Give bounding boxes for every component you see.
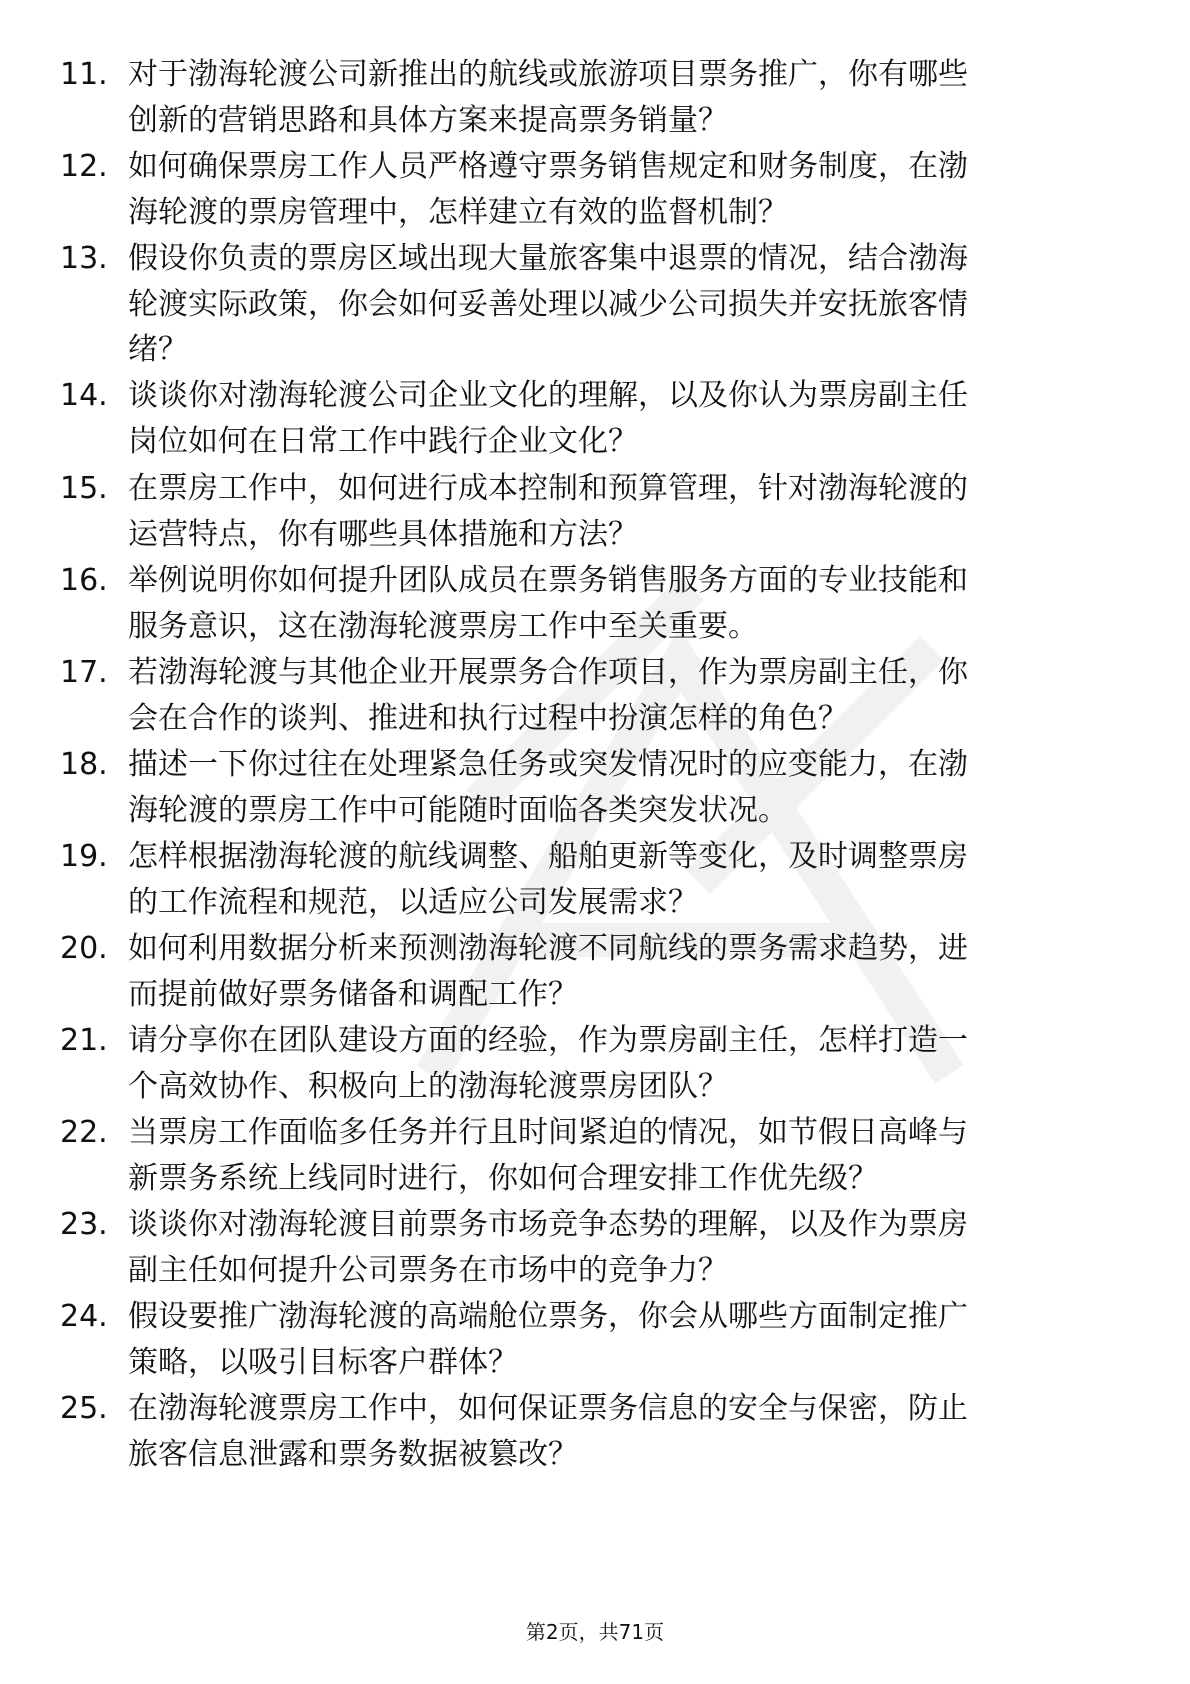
question-text-line: 如何利用数据分析来预测渤海轮渡不同航线的票务需求趋势，进 [128,931,968,966]
question-number: 24. [60,1299,108,1334]
page-footer: 第2页，共71页 [525,1620,665,1644]
question-number: 14. [60,378,108,413]
question-text-line: 请分享你在团队建设方面的经验，作为票房副主任，怎样打造一 [128,1023,968,1058]
question-number: 19. [60,839,108,874]
question-text-line: 怎样根据渤海轮渡的航线调整、船舶更新等变化，及时调整票房 [128,839,968,874]
question-text-line: 个高效协作、积极向上的渤海轮渡票房团队？ [128,1068,728,1104]
question-number: 16. [60,563,108,598]
question-text-line: 若渤海轮渡与其他企业开展票务合作项目，作为票房副主任，你 [128,655,968,690]
question-text-line: 运营特点，你有哪些具体措施和方法？ [128,516,638,552]
question-text-line: 副主任如何提升公司票务在市场中的竞争力？ [128,1252,728,1288]
question-text-line: 当票房工作面临多任务并行且时间紧迫的情况，如节假日高峰与 [128,1115,968,1150]
question-text-line: 海轮渡的票房管理中，怎样建立有效的监督机制？ [128,194,788,230]
question-number: 23. [60,1207,108,1242]
question-text-line: 而提前做好票务储备和调配工作？ [128,976,578,1012]
question-text-line: 谈谈你对渤海轮渡目前票务市场竞争态势的理解，以及作为票房 [128,1207,968,1242]
question-text-line: 假设你负责的票房区域出现大量旅客集中退票的情况，结合渤海 [128,241,968,276]
question-number: 17. [60,655,108,690]
question-text-line: 会在合作的谈判、推进和执行过程中扮演怎样的角色？ [128,700,848,736]
question-number: 20. [60,931,108,966]
question-text-line: 创新的营销思路和具体方案来提高票务销量？ [128,102,728,138]
question-text-line: 谈谈你对渤海轮渡公司企业文化的理解，以及你认为票房副主任 [128,378,968,413]
question-text-line: 策略，以吸引目标客户群体？ [128,1344,518,1380]
question-number: 21. [60,1023,108,1058]
question-number: 25. [60,1391,108,1426]
question-text-line: 如何确保票房工作人员严格遵守票务销售规定和财务制度，在渤 [128,149,968,184]
question-text-line: 在票房工作中，如何进行成本控制和预算管理，针对渤海轮渡的 [128,471,968,506]
question-text-line: 海轮渡的票房工作中可能随时面临各类突发状况。 [128,792,788,828]
question-number: 15. [60,471,108,506]
question-text-line: 旅客信息泄露和票务数据被篡改？ [128,1436,578,1472]
question-text-line: 新票务系统上线同时进行，你如何合理安排工作优先级？ [128,1160,878,1196]
question-number: 11. [60,57,108,92]
question-number: 12. [60,149,108,184]
question-text-line: 服务意识，这在渤海轮渡票房工作中至关重要。 [128,608,758,644]
question-text-line: 描述一下你过往在处理紧急任务或突发情况时的应变能力，在渤 [128,747,968,782]
question-number: 22. [60,1115,108,1150]
question-text-line: 举例说明你如何提升团队成员在票务销售服务方面的专业技能和 [128,563,968,598]
question-text-line: 岗位如何在日常工作中践行企业文化？ [128,423,638,459]
question-text-line: 轮渡实际政策，你会如何妥善处理以减少公司损失并安抚旅客情 [128,286,968,322]
question-text-line: 绪？ [128,332,188,367]
question-text-line: 的工作流程和规范，以适应公司发展需求？ [128,884,698,920]
question-number: 18. [60,747,108,782]
question-text-line: 对于渤海轮渡公司新推出的航线或旅游项目票务推广，你有哪些 [128,57,968,92]
question-text-line: 在渤海轮渡票房工作中，如何保证票务信息的安全与保密，防止 [128,1391,968,1426]
question-number: 13. [60,241,108,276]
question-text-line: 假设要推广渤海轮渡的高端舱位票务，你会从哪些方面制定推广 [128,1299,968,1334]
